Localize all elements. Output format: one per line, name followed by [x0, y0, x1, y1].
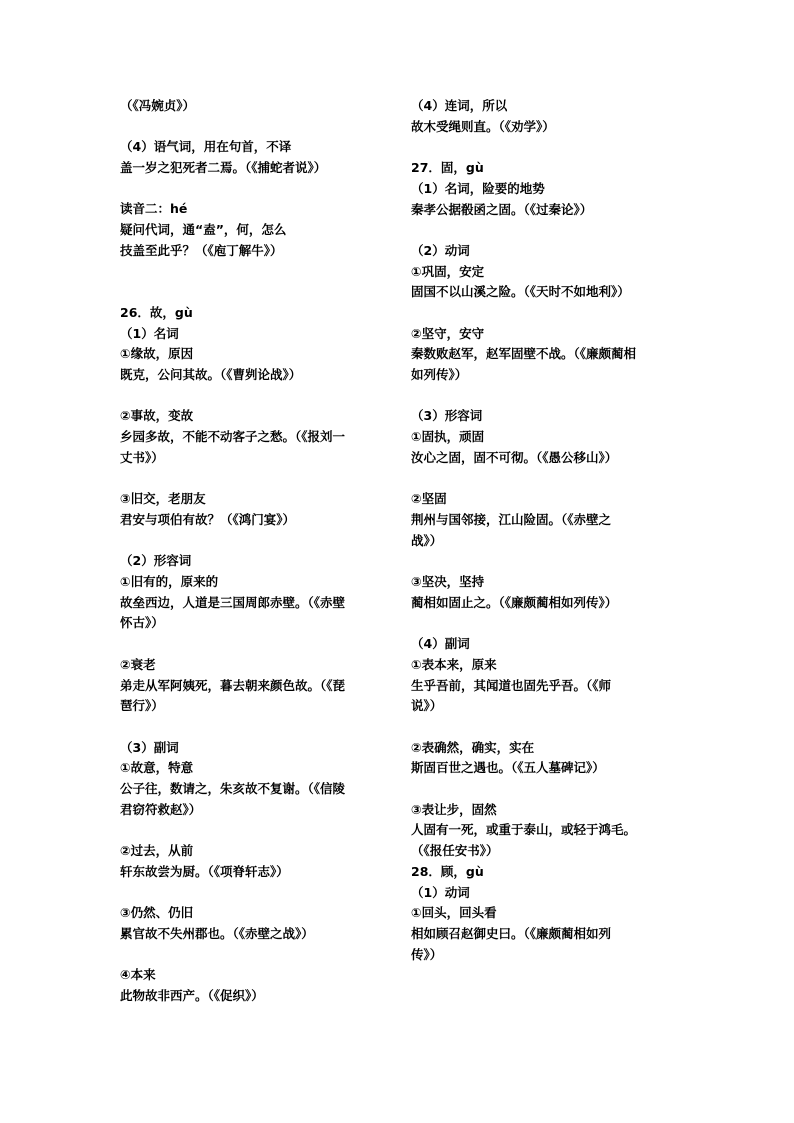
text-line: 秦数败赵军，赵军固壁不战。（《廉颇蔺相 — [411, 346, 637, 362]
text-line — [120, 262, 390, 283]
text-line: ①固执，顽固 — [411, 429, 485, 445]
text-line: 既克，公问其故。（《曹刿论战》） — [120, 367, 302, 383]
text-line: 传》） — [411, 946, 443, 962]
text-line: 故木受绳则直。（《劝学》） — [411, 118, 555, 134]
text-line: （1）名词 — [120, 325, 179, 341]
text-line — [411, 551, 681, 572]
text-line: （1）动词 — [411, 884, 470, 900]
text-line — [120, 820, 390, 841]
text-line: 荆州与国邻接，江山险固。（《赤壁之 — [411, 511, 612, 527]
text-line: 轩东故尝为厨。（《项脊轩志》） — [120, 863, 289, 879]
text-line: 斯固百世之遇也。（《五人墓碑记》） — [411, 760, 605, 776]
text-line — [411, 137, 681, 158]
text-line: ①旧有的，原来的 — [120, 574, 219, 590]
text-line: ②坚守，安守 — [411, 325, 485, 341]
text-line: ②过去，从前 — [120, 843, 194, 859]
text-line: ①缘故，原因 — [120, 346, 194, 362]
text-line: ①表本来，原来 — [411, 656, 497, 672]
text-line: （3）副词 — [120, 739, 179, 755]
text-line: ②事故，变故 — [120, 408, 194, 424]
left-column — [120, 96, 390, 1007]
text-line: 琶行》） — [120, 698, 164, 714]
text-line — [120, 179, 390, 200]
text-line: ①回头，回头看 — [411, 905, 497, 921]
text-line: （1）名词，险要的地势 — [411, 180, 545, 196]
text-line — [411, 469, 681, 490]
text-line: （2）形容词 — [120, 553, 192, 569]
text-line: ③表让步，固然 — [411, 801, 497, 817]
text-line — [120, 282, 390, 303]
text-line: 27．固，gù — [411, 160, 484, 176]
right-column — [411, 96, 681, 965]
text-line: 人固有一死，或重于泰山，或轻于鸿毛。 — [411, 822, 637, 838]
text-line: ③坚决，坚持 — [411, 574, 485, 590]
text-line: 生乎吾前，其闻道也固先乎吾。（《师 — [411, 677, 612, 693]
text-line: ①巩固，安定 — [411, 263, 485, 279]
text-line: 君窃符救赵》） — [120, 801, 202, 817]
text-line: （《报任安书》） — [411, 843, 499, 859]
text-line: ③仍然、仍旧 — [120, 905, 194, 921]
text-line: （4）连词，所以 — [411, 98, 508, 113]
text-line: 故垒西边，人道是三国周郎赤壁。（《赤壁 — [120, 594, 346, 610]
text-line: ④本来 — [120, 967, 156, 983]
text-line: （4）语气词，用在句首，不译 — [120, 139, 292, 155]
text-line: 相如顾召赵御史曰。（《廉颇蔺相如列 — [411, 925, 612, 941]
text-line — [411, 220, 681, 241]
text-line: ②衰老 — [120, 656, 156, 672]
text-line: 26．故，gù — [120, 304, 193, 320]
text-line: 怀古》） — [120, 615, 164, 631]
text-line: ①故意，特意 — [120, 760, 194, 776]
text-line — [411, 613, 681, 634]
text-line — [411, 779, 681, 800]
text-line: 读音二：hé — [120, 201, 188, 217]
text-line — [120, 945, 390, 966]
text-line: 疑问代词，通“盍”，何，怎么 — [120, 222, 287, 238]
text-line — [120, 883, 390, 904]
text-line: 战》） — [411, 532, 443, 548]
text-line: （2）动词 — [411, 242, 470, 258]
text-line: 说》） — [411, 698, 443, 714]
text-line: 蔺相如固止之。（《廉颇蔺相如列传》） — [411, 594, 618, 610]
text-line: （4）副词 — [411, 636, 470, 652]
text-line: 乡园多故，不能不动客子之愁。（《报刘一 — [120, 429, 346, 445]
text-line — [411, 386, 681, 407]
text-line: 累官故不失州郡也。（《赤壁之战》） — [120, 925, 314, 941]
text-line — [120, 717, 390, 738]
text-line: 如列传》） — [411, 367, 468, 383]
text-line — [120, 531, 390, 552]
text-line — [120, 634, 390, 655]
text-line: 技盖至此乎？（《庖丁解牛》） — [120, 242, 283, 258]
text-line: 固国不以山溪之险。（《天时不如地利》） — [411, 284, 630, 300]
text-line: 君安与项伯有故？（《鸿门宴》） — [120, 511, 296, 527]
text-line: 此物故非西产。（《促织》） — [120, 988, 264, 1004]
text-line: 弟走从军阿姨死，暮去朝来颜色故。（《琵 — [120, 677, 346, 693]
text-line — [411, 717, 681, 738]
text-line — [120, 117, 390, 138]
text-line — [120, 386, 390, 407]
text-line: （3）形容词 — [411, 408, 483, 424]
text-line: （《冯婉贞》） — [120, 98, 196, 113]
text-line — [120, 469, 390, 490]
text-line: 盖一岁之犯死者二焉。（《捕蛇者说》） — [120, 160, 327, 176]
text-line: 公子往，数请之，朱亥故不复谢。（《信陵 — [120, 781, 346, 797]
text-line — [411, 303, 681, 324]
text-line: 秦孝公据殽函之固。（《过秦论》） — [411, 201, 593, 217]
text-line: ③旧交，老朋友 — [120, 491, 206, 507]
text-line: 丈书》） — [120, 449, 164, 465]
text-line: ②表确然，确实，实在 — [411, 739, 535, 755]
text-line: 汝心之固，固不可彻。（《愚公移山》） — [411, 449, 618, 465]
text-line: 28．顾，gù — [411, 863, 484, 879]
text-line: ②坚固 — [411, 491, 447, 507]
